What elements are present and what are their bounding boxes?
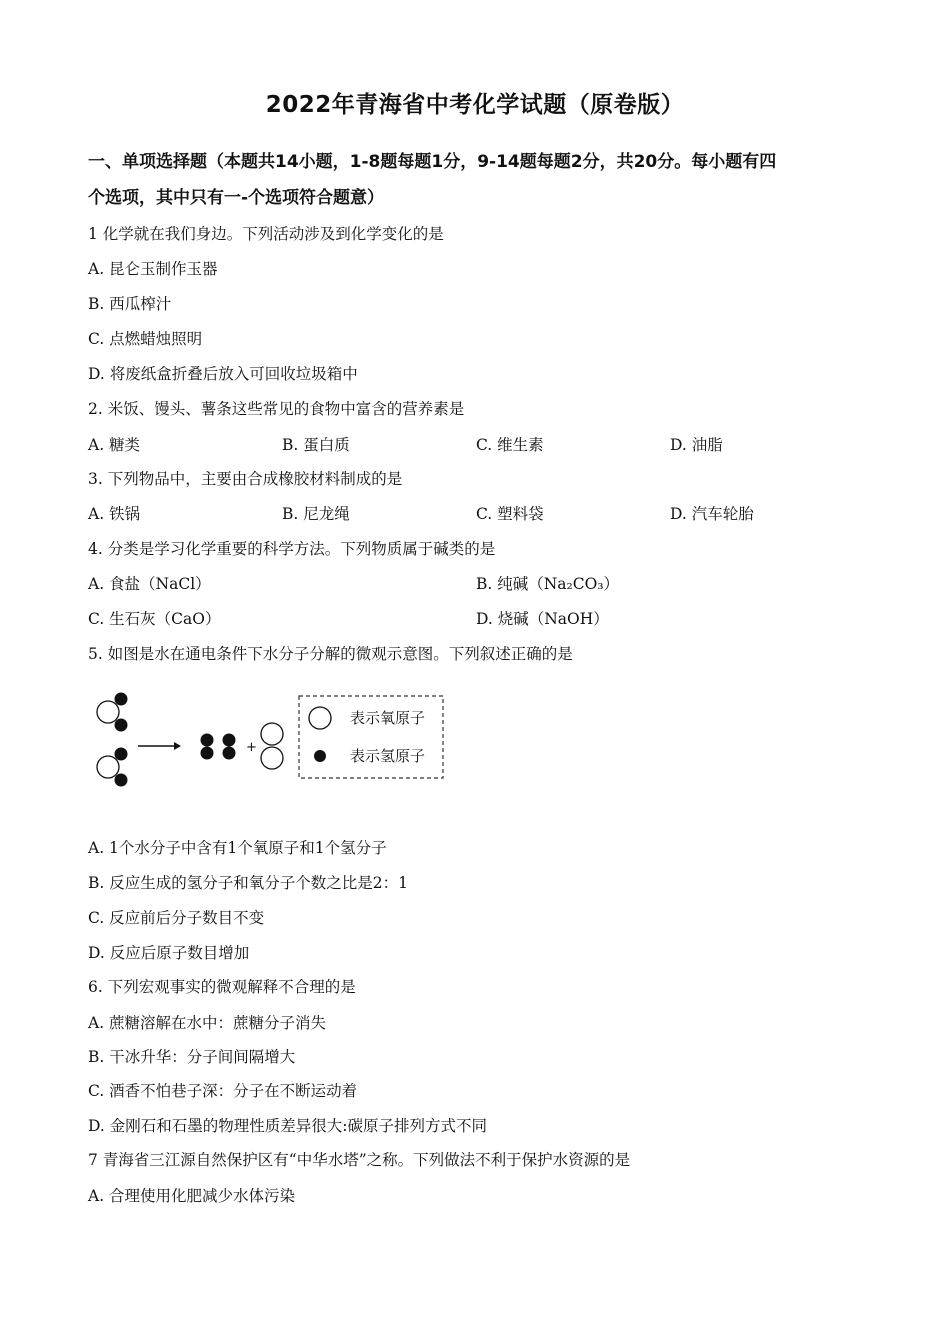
question-5-stem: 5. 如图是水在通电条件下水分子分解的微观示意图。下列叙述正确的是	[88, 645, 573, 663]
question-6-option-b: B. 干冰升华：分子间间隔增大	[88, 1048, 296, 1066]
oxygen-atom-legend-icon	[309, 707, 331, 729]
question-4-option-d: D. 烧碱（NaOH）	[476, 610, 609, 628]
water-molecule-2	[97, 748, 128, 787]
question-7-option-a: A. 合理使用化肥减少水体污染	[88, 1187, 296, 1205]
question-6-option-d: D. 金刚石和石墨的物理性质差异很大:碳原子排列方式不同	[88, 1117, 487, 1135]
oxygen-molecule	[261, 723, 283, 769]
question-5-option-a: A. 1个水分子中含有1个氧原子和1个氢分子	[88, 839, 387, 857]
question-6-option-a: A. 蔗糖溶解在水中：蔗糖分子消失	[88, 1014, 327, 1032]
question-6-option-c: C. 酒香不怕巷子深：分子在不断运动着	[88, 1082, 358, 1100]
question-5-option-b: B. 反应生成的氢分子和氧分子个数之比是2：1	[88, 874, 408, 892]
question-3-option-a: A. 铁锅	[88, 505, 141, 523]
question-7-stem: 7 青海省三江源自然保护区有“中华水塔”之称。下列做法不利于保护水资源的是	[88, 1151, 631, 1169]
water-molecule-1	[97, 693, 128, 732]
question-3-option-b: B. 尼龙绳	[282, 505, 350, 523]
question-5-option-c: C. 反应前后分子数目不变	[88, 909, 265, 927]
molecule-diagram-svg	[88, 688, 458, 788]
hydrogen-molecule-2	[223, 734, 236, 760]
section-heading-line2: 个选项，其中只有一-个选项符合题意）	[88, 188, 385, 208]
question-1-option-d: D. 将废纸盒折叠后放入可回收垃圾箱中	[88, 365, 358, 383]
question-1-option-a: A. 昆仑玉制作玉器	[88, 260, 218, 278]
reaction-arrow	[138, 742, 181, 750]
question-2-option-d: D. 油脂	[670, 436, 723, 454]
section-heading-line1: 一、单项选择题（本题共14小题，1-8题每题1分，9-14题每题2分，共20分。每小题有四	[88, 152, 777, 172]
question-2-option-b: B. 蛋白质	[282, 436, 350, 454]
question-4-option-b: B. 纯碱（Na₂CO₃）	[476, 575, 620, 593]
question-3-stem: 3. 下列物品中，主要由合成橡胶材料制成的是	[88, 470, 403, 488]
hydrogen-molecule-1	[201, 734, 214, 760]
question-1-stem: 1 化学就在我们身边。下列活动涉及到化学变化的是	[88, 225, 444, 243]
question-5-option-d: D. 反应后原子数目增加	[88, 944, 250, 962]
question-2-option-c: C. 维生素	[476, 436, 544, 454]
page-title: 2022年青海省中考化学试题（原卷版）	[265, 92, 685, 118]
hydrogen-atom-legend-icon	[314, 750, 326, 762]
question-1-option-c: C. 点燃蜡烛照明	[88, 330, 203, 348]
question-6-stem: 6. 下列宏观事实的微观解释不合理的是	[88, 978, 356, 996]
question-4-option-a: A. 食盐（NaCl）	[88, 575, 211, 593]
question-3-option-d: D. 汽车轮胎	[670, 505, 754, 523]
question-2-stem: 2. 米饭、馒头、薯条这些常见的食物中富含的营养素是	[88, 400, 465, 418]
plus-sign: +	[246, 740, 257, 755]
legend-oxygen-label: 表示氧原子	[350, 709, 426, 727]
water-electrolysis-diagram	[88, 688, 458, 788]
question-2-option-a: A. 糖类	[88, 436, 141, 454]
question-3-option-c: C. 塑料袋	[476, 505, 544, 523]
question-1-option-b: B. 西瓜榨汁	[88, 295, 172, 313]
question-4-option-c: C. 生石灰（CaO）	[88, 610, 221, 628]
legend-hydrogen-label: 表示氢原子	[350, 747, 426, 765]
question-4-stem: 4. 分类是学习化学重要的科学方法。下列物质属于碱类的是	[88, 540, 496, 558]
